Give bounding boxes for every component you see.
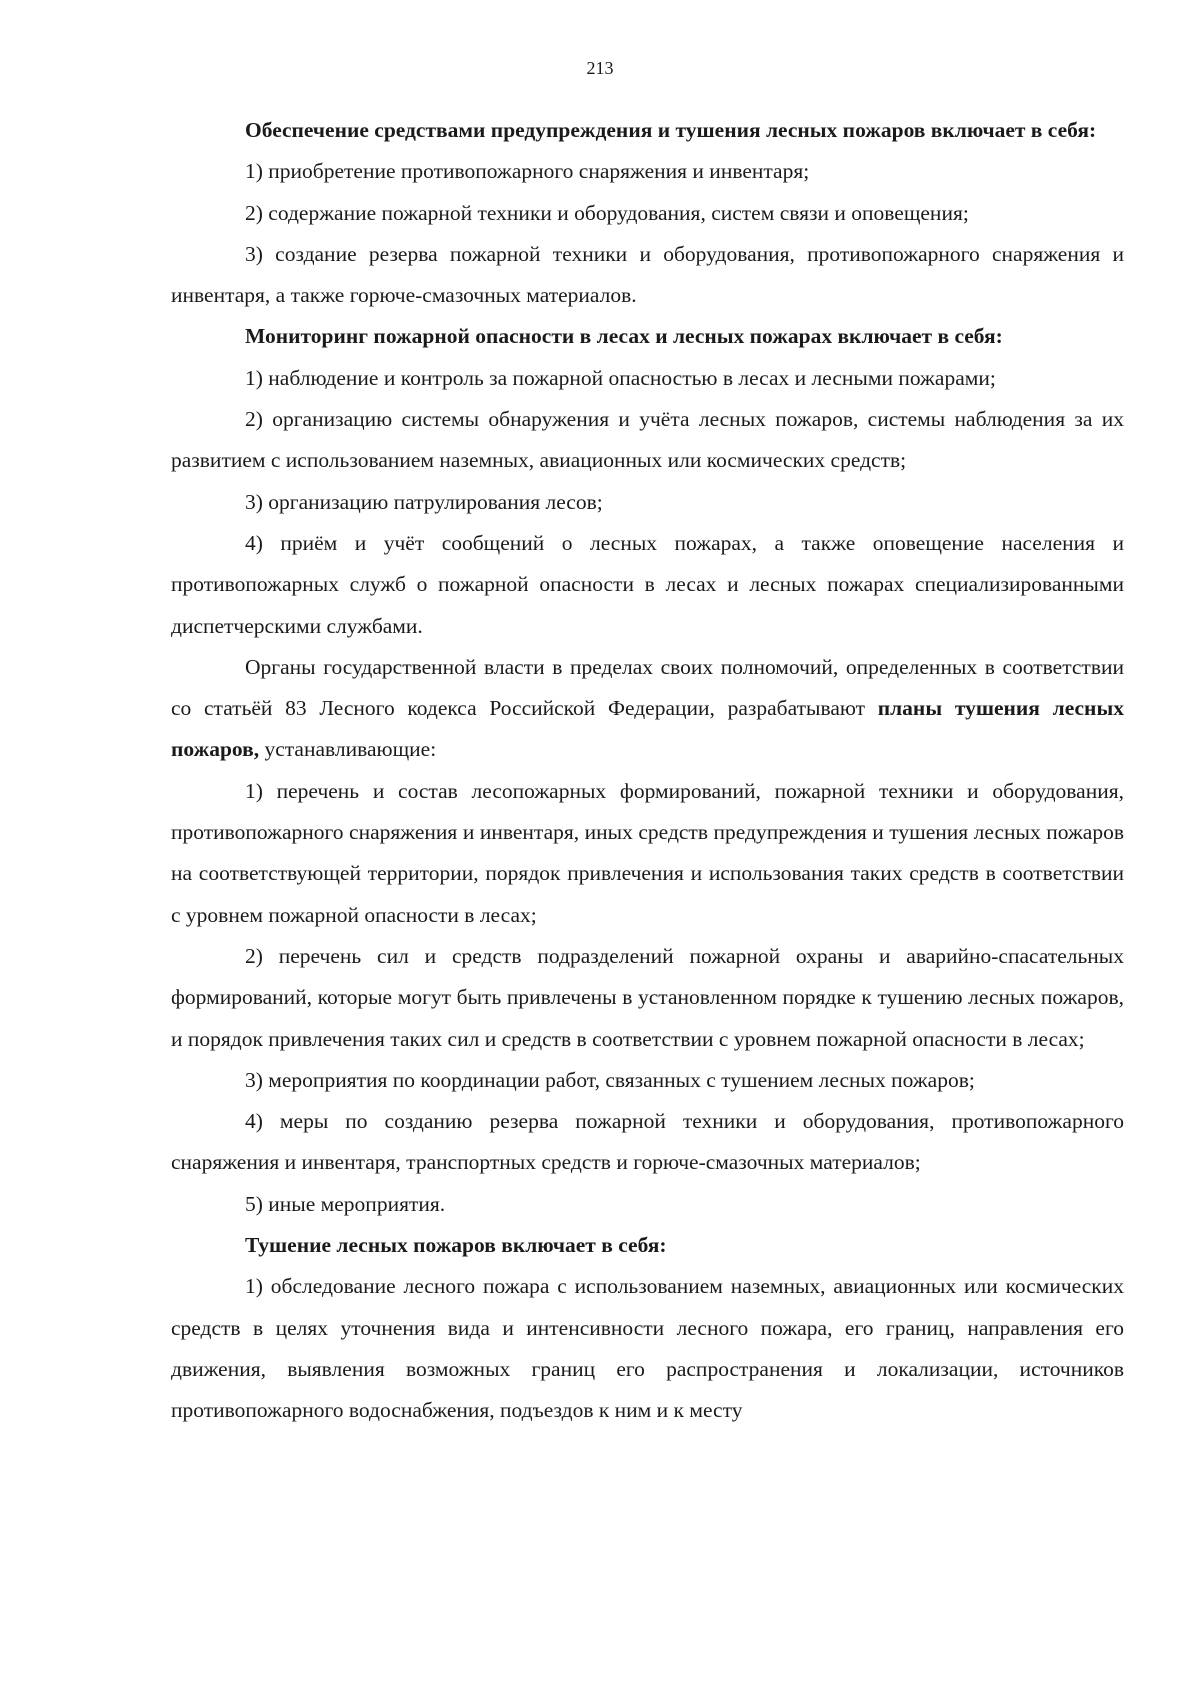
page-number: 213 [586, 58, 614, 78]
list-item: 3) создание резерва пожарной техники и оборудования, противопожарного снаряжения и инвентаря, а также горюче-смазочных материалов. [171, 241, 1124, 308]
plans-term: планы тушения лесных пожаров, [171, 696, 1124, 762]
list-item: 2) организацию системы обнаружения и учёта лесных пожаров, системы наблюдения за их развитием с использованием наземных, авиационных или космических средств; [171, 407, 1124, 473]
list-item: 2) содержание пожарной техники и оборудования, систем связи и оповещения; [245, 200, 969, 225]
list-item: 1) обследование лесного пожара с использованием наземных, авиационных или космических средств в целях уточнения вида и интенсивности лесного пожара, его границ, направления его движения, выявления возможных границ его распространения и локализации, источников противопожарного водоснабжения, подъездов к ним и к месту [171, 1274, 1124, 1423]
list-item: 3) мероприятия по координации работ, связанных с тушением лесных пожаров; [245, 1067, 975, 1092]
section-heading-monitoring: Мониторинг пожарной опасности в лесах и лесных пожарах включает в себя: [245, 324, 1003, 349]
list-item: 4) приём и учёт сообщений о лесных пожарах, а также оповещение населения и противопожарных служб о пожарной опасности в лесах и лесных пожарах специализированными диспетчерскими службами. [171, 530, 1124, 638]
list-item: 2) перечень сил и средств подразделений пожарной охраны и аварийно-спасательных формирований, которые могут быть привлечены в установленном порядке к тушению лесных пожаров, и порядок привлечения таких сил и средств в соответствии с уровнем пожарной опасности в лесах; [171, 943, 1124, 1051]
section-heading-extinguishing: Тушение лесных пожаров включает в себя: [245, 1233, 667, 1258]
plans-intro-paragraph [171, 647, 1124, 771]
list-item: 3) организацию патрулирования лесов; [245, 489, 603, 514]
section-heading-supply: Обеспечение средствами предупреждения и тушения лесных пожаров включает в себя: [245, 118, 1097, 142]
list-item: 1) приобретение противопожарного снаряжения и инвентаря; [245, 159, 810, 184]
list-item: 1) наблюдение и контроль за пожарной опасностью в лесах и лесными пожарами; [245, 365, 996, 390]
plans-intro-tail: устанавливающие: [259, 737, 437, 762]
list-item: 4) меры по созданию резерва пожарной техники и оборудования, противопожарного снаряжения и инвентаря, транспортных средств и горюче-смазочных материалов; [171, 1109, 1124, 1175]
list-item: 5) иные мероприятия. [245, 1191, 446, 1216]
list-item: 1) перечень и состав лесопожарных формирований, пожарной техники и оборудования, противопожарного снаряжения и инвентаря, иных средств предупреждения и тушения лесных пожаров на соответствующей территории, порядок привлечения и использования таких средств в соответствии с уровнем пожарной опасности в лесах; [171, 778, 1124, 927]
document-body [171, 110, 1124, 1432]
plans-intro-text: Органы государственной власти в пределах своих полномочий, определенных в соответствии со статьёй 83 Лесного кодекса Российской Федерации, разрабатывают [171, 654, 1124, 721]
